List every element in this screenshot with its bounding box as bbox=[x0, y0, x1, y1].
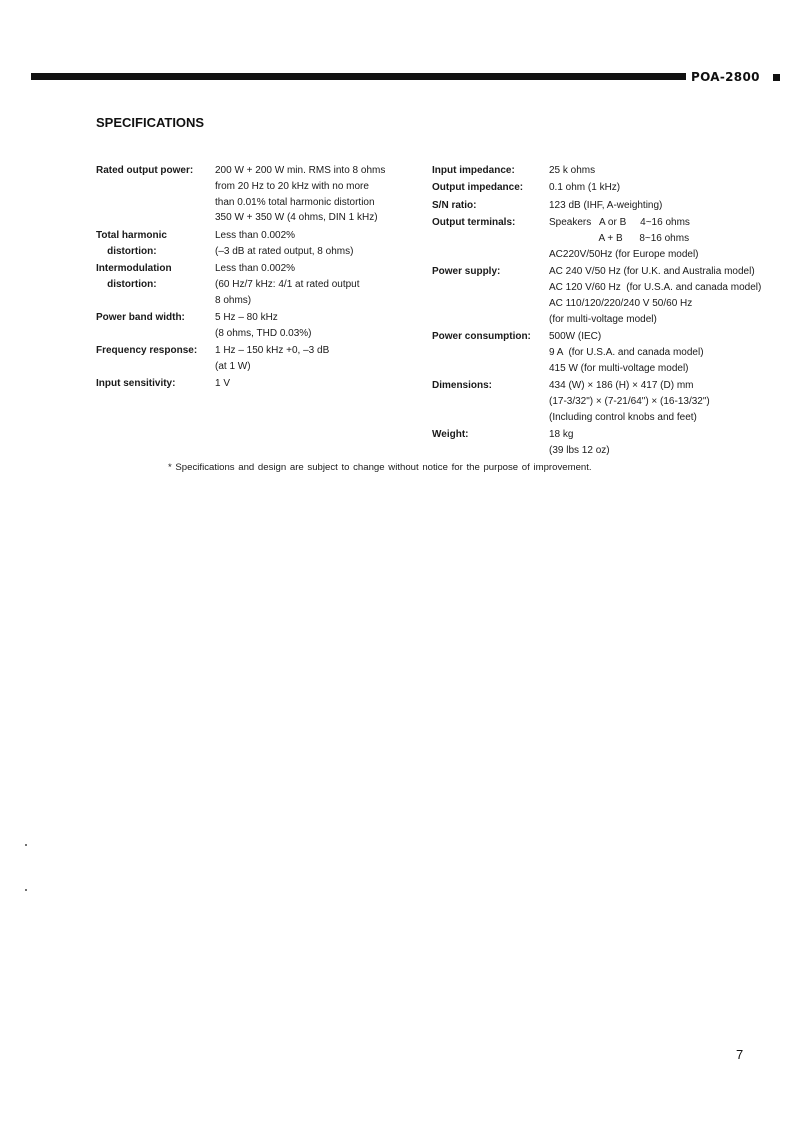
spec-value-line: 1 Hz – 150 kHz +0, –3 dB bbox=[215, 345, 330, 357]
spec-label: Frequency response: bbox=[96, 345, 198, 357]
spec-value-line: 0.1 ohm (1 kHz) bbox=[549, 182, 621, 194]
spec-value-line: 200 W + 200 W min. RMS into 8 ohms bbox=[215, 165, 386, 176]
spec-value-line: A + B 8~16 ohms bbox=[549, 232, 690, 244]
spec-label: Power band width: bbox=[96, 311, 185, 323]
spec-value bbox=[549, 329, 704, 376]
spec-value-line: 1 V bbox=[215, 378, 231, 390]
spec-value-line: (–3 dB at rated output, 8 ohms) bbox=[215, 245, 354, 257]
spec-label: Intermodulation distortion: bbox=[96, 262, 172, 290]
spec-value bbox=[549, 378, 710, 425]
spec-value-line: 500W (IEC) bbox=[549, 330, 602, 342]
spec-row bbox=[432, 180, 761, 196]
spec-row bbox=[96, 310, 385, 342]
spec-row bbox=[432, 378, 761, 425]
spec-value-line: than 0.01% total harmonic distortion bbox=[215, 196, 375, 208]
spec-value-line: 25 k ohms bbox=[549, 165, 596, 176]
spec-value bbox=[215, 376, 230, 392]
specs-left-column bbox=[96, 163, 385, 392]
spec-row bbox=[96, 376, 385, 392]
spec-label: Rated output power: bbox=[96, 165, 194, 176]
spec-row bbox=[432, 264, 761, 327]
spec-value-line: AC220V/50Hz (for Europe model) bbox=[549, 248, 699, 260]
spec-row bbox=[96, 163, 385, 226]
spec-label: Input sensitivity: bbox=[96, 378, 176, 390]
spec-value bbox=[215, 228, 353, 260]
spec-label: Dimensions: bbox=[432, 379, 493, 391]
spec-row bbox=[432, 427, 761, 459]
spec-value-line: (8 ohms, THD 0.03%) bbox=[215, 327, 312, 339]
spec-value-line: Less than 0.002% bbox=[215, 262, 296, 274]
scan-speck bbox=[25, 844, 27, 846]
spec-label: Weight: bbox=[432, 428, 469, 440]
spec-row bbox=[432, 215, 761, 262]
spec-value-line: (at 1 W) bbox=[215, 360, 251, 372]
spec-value-line: (60 Hz/7 kHz: 4/1 at rated output bbox=[215, 278, 360, 290]
spec-value-line: 18 kg bbox=[549, 428, 574, 440]
spec-label: Output impedance: bbox=[432, 182, 524, 194]
header-square-mark bbox=[773, 74, 780, 81]
spec-value-line: (Including control knobs and feet) bbox=[549, 411, 697, 423]
header-rule bbox=[31, 73, 686, 80]
spec-value-line: 123 dB (IHF, A-weighting) bbox=[549, 199, 663, 211]
specs-right-column bbox=[432, 163, 761, 459]
spec-value bbox=[549, 215, 699, 262]
spec-value-line: from 20 Hz to 20 kHz with no more bbox=[215, 180, 369, 192]
spec-value-line: 350 W + 350 W (4 ohms, DIN 1 kHz) bbox=[215, 212, 378, 224]
page-number: 7 bbox=[736, 1047, 744, 1062]
spec-value-line: Less than 0.002% bbox=[215, 229, 296, 241]
spec-value-line: 9 A (for U.S.A. and canada model) bbox=[549, 346, 704, 358]
spec-value-line: 415 W (for multi-voltage model) bbox=[549, 362, 689, 374]
spec-value bbox=[215, 261, 360, 308]
spec-value bbox=[549, 180, 620, 196]
spec-row bbox=[96, 228, 385, 260]
spec-row bbox=[96, 261, 385, 308]
section-title: SPECIFICATIONS bbox=[96, 115, 205, 130]
spec-label: S/N ratio: bbox=[432, 199, 477, 211]
spec-label: Output terminals: bbox=[432, 217, 516, 229]
spec-row bbox=[432, 329, 761, 376]
spec-value-line: 5 Hz – 80 kHz bbox=[215, 311, 278, 323]
model-title: POA-2800 bbox=[691, 70, 760, 84]
spec-value-line: AC 110/120/220/240 V 50/60 Hz bbox=[549, 297, 693, 309]
spec-value-line: 434 (W) × 186 (H) × 417 (D) mm bbox=[549, 379, 694, 391]
spec-value bbox=[549, 427, 610, 459]
spec-value bbox=[215, 343, 329, 375]
spec-value-line: 8 ohms) bbox=[215, 294, 252, 306]
spec-value bbox=[215, 310, 312, 342]
spec-label: Total harmonic distortion: bbox=[96, 229, 167, 257]
spec-value-line: (39 lbs 12 oz) bbox=[549, 444, 610, 456]
spec-value-line: AC 120 V/60 Hz (for U.S.A. and canada model) bbox=[549, 281, 762, 293]
spec-value-line: Speakers A or B 4~16 ohms bbox=[549, 217, 690, 229]
spec-value-line: (for multi-voltage model) bbox=[549, 313, 657, 325]
spec-row bbox=[432, 163, 761, 179]
spec-row bbox=[432, 198, 761, 214]
spec-value bbox=[215, 163, 385, 226]
spec-value bbox=[549, 163, 595, 179]
spec-value bbox=[549, 198, 662, 214]
scan-speck bbox=[25, 889, 27, 891]
spec-value bbox=[549, 264, 761, 327]
footnote: * Specifications and design are subject to change without notice for the purpose of improvement. bbox=[168, 462, 592, 473]
spec-value-line: AC 240 V/50 Hz (for U.K. and Australia model) bbox=[549, 266, 755, 278]
spec-row bbox=[96, 343, 385, 375]
spec-label: Power supply: bbox=[432, 266, 501, 278]
spec-value-line: (17-3/32") × (7-21/64") × (16-13/32") bbox=[549, 395, 710, 407]
spec-label: Power consumption: bbox=[432, 330, 531, 342]
spec-label: Input impedance: bbox=[432, 165, 515, 176]
